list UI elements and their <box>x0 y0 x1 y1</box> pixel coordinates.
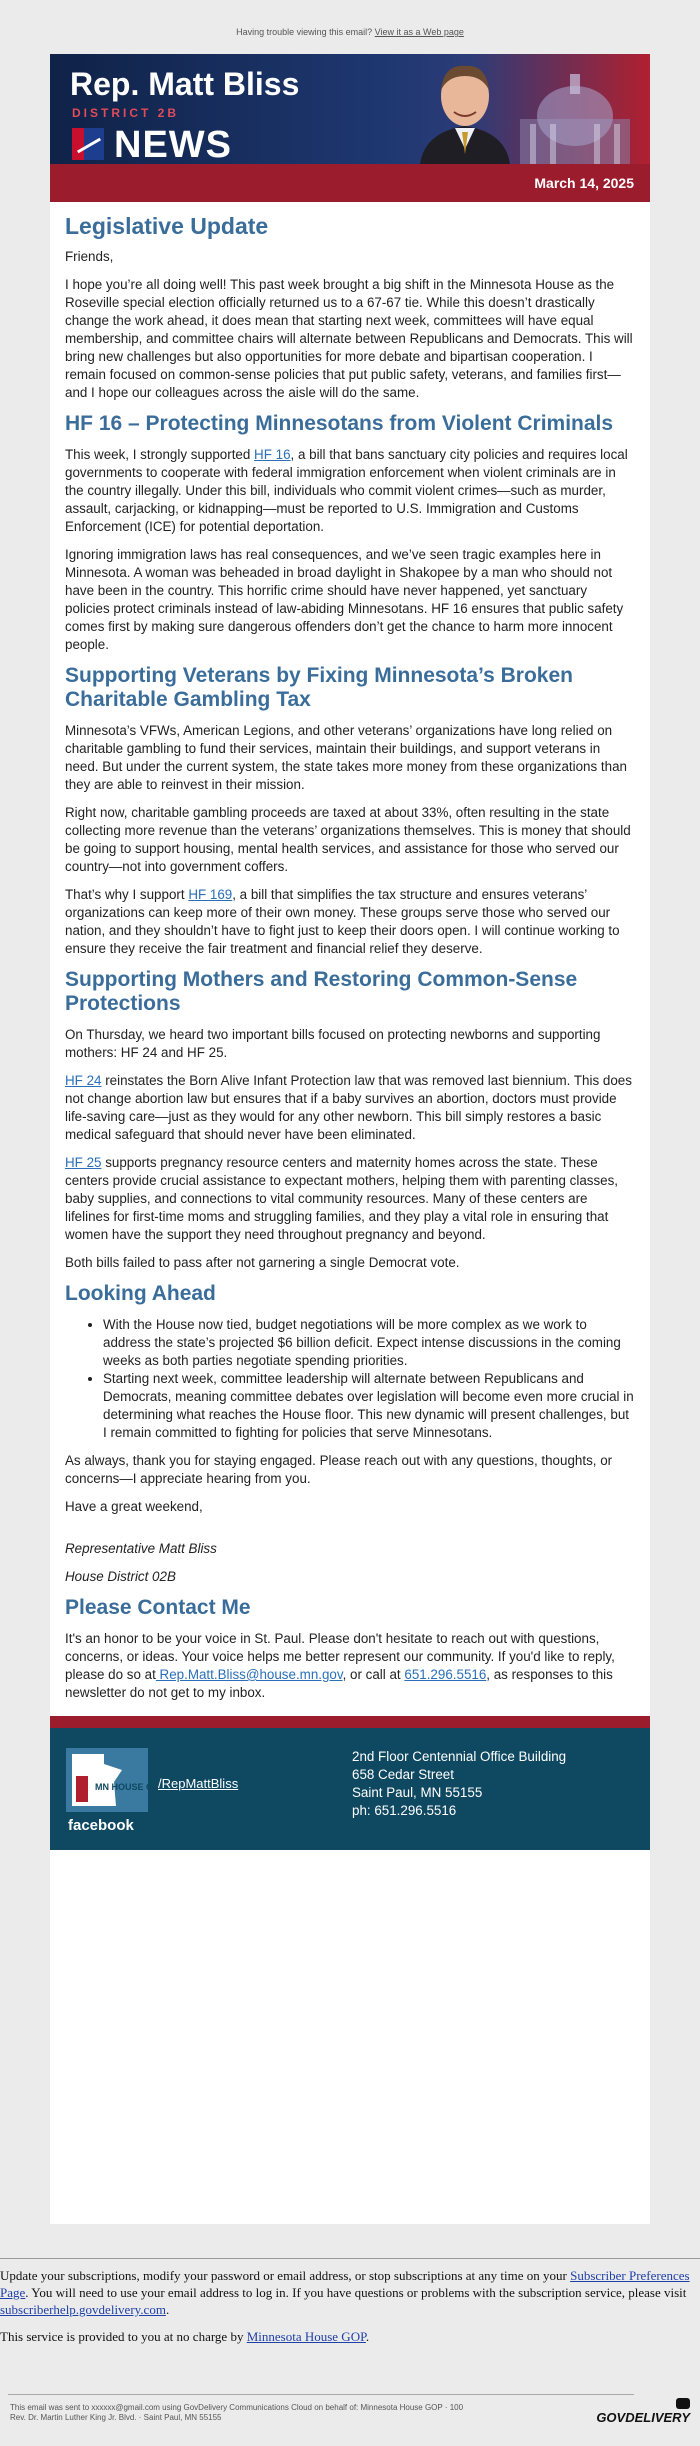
banner-district: DISTRICT 2B <box>72 106 180 120</box>
facebook-label: facebook <box>68 1817 134 1834</box>
email-body <box>50 54 650 2224</box>
text-run: supports pregnancy resource centers and maternity homes across the state. These centers provide crucial assistance to expectant mothers, helping them with parenting classes, baby supplies, and connections to vital community resources. Many of these centers are lifelines for first-time moms and struggling families, and they play a vital role in ensuring that women have the support they need throughout pregnancy and beyond. <box>65 1155 619 1242</box>
facebook-handle-link[interactable]: /RepMattBliss <box>158 1776 239 1791</box>
section-heading-contact: Please Contact Me <box>65 1596 251 1619</box>
subscriber-preferences-link[interactable]: Subscriber Preferences Page <box>0 2268 690 2300</box>
phone-link[interactable]: 651.296.5516 <box>404 1667 487 1682</box>
hf24-link[interactable]: HF 24 <box>65 1073 102 1088</box>
provider-link[interactable]: Minnesota House GOP <box>246 2329 366 2344</box>
subscription-notice <box>0 2258 700 2355</box>
mothers-paragraph-4: Both bills failed to pass after not garnering a single Democrat vote. <box>65 1255 460 1270</box>
header-banner <box>50 54 650 164</box>
signature-name: Representative Matt Bliss <box>65 1541 217 1556</box>
govdelivery-brand: GOVDELIVERY <box>596 2410 690 2425</box>
text-run: That’s why I support <box>65 887 189 902</box>
address-phone: ph: 651.296.5516 <box>352 1803 457 1818</box>
hf169-link[interactable]: HF 169 <box>188 887 233 902</box>
banner-name: Rep. Matt Bliss <box>70 66 300 102</box>
mothers-paragraph-3 <box>65 1154 635 1244</box>
fine-print-text <box>0 2395 700 2423</box>
veterans-paragraph-3 <box>65 886 635 958</box>
office-address <box>352 1748 566 1820</box>
subscriber-help-link[interactable]: subscriberhelp.govdelivery.com <box>0 2302 166 2317</box>
preheader-text: Having trouble viewing this email? <box>236 27 373 37</box>
mothers-paragraph-2 <box>65 1072 635 1144</box>
intro-paragraph: I hope you’re all doing well! This past week brought a big shift in the Minnesota House as the Roseville special election officially returned us to a 67-67 tie. While this doesn’t drastically change the work ahead, it does mean that starting next week, committees will have equal membership, and committee chairs will alternate between Republicans and Democrats. This will bring new challenges but also opportunities for more debate and bipartisan cooperation. I remain focused on common-sense policies that put public safety, veterans, and families first—and I hope our colleagues across the aisle will do the same. <box>65 277 633 400</box>
text-run: . <box>165 2302 170 2317</box>
contact-paragraph <box>65 1630 635 1702</box>
text-run: , or call at <box>342 1667 405 1682</box>
greeting: Friends, <box>65 249 114 264</box>
newsletter-content <box>50 202 650 1702</box>
divider <box>0 2258 700 2259</box>
speech-bubble-icon <box>676 2398 690 2409</box>
email-link[interactable]: Rep.Matt.Bliss@house.mn.gov <box>155 1667 343 1682</box>
signoff: Have a great weekend, <box>65 1499 203 1514</box>
list-item: • Starting next week, committee leadership will alternate between Republicans and Democrats, meaning committee debates over legislation will become even more crucial in determining what reaches the House floor. This new dynamic will present challenges, but I remain committed to fighting for policies that serve Minnesotans. <box>103 1370 635 1442</box>
text-run: . You will need to use your email address to log in. If you have questions or problems with the subscription service, please visit <box>25 2285 687 2300</box>
fine-print-line: This email was sent to xxxxxx@gmail.com using GovDelivery Communications Cloud on behalf of: Minnesota House GOP · 100 <box>10 2403 464 2412</box>
preheader <box>0 0 700 41</box>
section-heading-veterans: Supporting Veterans by Fixing Minnesota’s Broken Charitable Gambling Tax <box>65 664 573 711</box>
mothers-paragraph-1: On Thursday, we heard two important bills focused on protecting newborns and supporting mothers: HF 24 and HF 25. <box>65 1027 601 1060</box>
signature-district: House District 02B <box>65 1569 176 1584</box>
section-heading-mothers: Supporting Mothers and Restoring Common-Sense Protections <box>65 968 578 1015</box>
provider-paragraph <box>0 2328 700 2345</box>
text-run: This service is provided to you at no charge by <box>0 2329 247 2344</box>
representative-portrait <box>410 54 520 164</box>
text-run: Update your subscriptions, modify your password or email address, or stop subscriptions at any time on your <box>0 2268 571 2283</box>
closing-paragraph: As always, thank you for staying engaged. Please reach out with any questions, thoughts, or concerns—I appreciate hearing from you. <box>65 1453 613 1486</box>
fine-print <box>0 2394 700 2423</box>
veterans-paragraph-2: Right now, charitable gambling proceeds are taxed at about 33%, often resulting in the state collecting more revenue than the veterans’ organizations themselves. This is money that should be going to support housing, mental health services, and assistance for those who served our country—not into government coffers. <box>65 805 631 874</box>
address-line: 2nd Floor Centennial Office Building <box>352 1749 567 1764</box>
looking-ahead-list <box>65 1316 635 1442</box>
hf16-paragraph-2: Ignoring immigration laws has real consequences, and we’ve seen tragic examples here in Minnesota. A woman was beheaded in broad daylight in Shakopee by a man who should not have been in the country. This horrific crime should have never happened, yet sanctuary policies protect criminals instead of law-abiding Minnesotans. HF 16 ensures that public safety comes first by making sure dangerous offenders don’t get the chance to harm more innocent people. <box>65 547 624 652</box>
text-run: This week, I strongly supported <box>65 447 255 462</box>
veterans-paragraph-1: Minnesota’s VFWs, American Legions, and other veterans’ organizations have long relied on charitable gambling to fund their services, maintain their buildings, and support veterans in need. But under the current system, the state takes more money from these organizations than they are able to reinvest in their mission. <box>65 723 627 792</box>
text-run: , a bill that bans sanctuary city policies and requires local governments to cooperate with federal immigration enforcement when violent criminals are in the country illegally. Under this bill, individuals who commit violent crimes—such as murder, assault, carjacking, or kidnapping—must be reported to U.S. Immigration and Customs Enforcement (ICE) for potential deportation. <box>65 447 628 534</box>
hf16-link[interactable]: HF 16 <box>254 447 291 462</box>
text-run: , a bill that simplifies the tax structure and ensures veterans’ organizations can keep more of their own money. These groups serve those who served our nation, and they shouldn’t have to fight just to keep their doors open. I will continue working to ensure they receive the fair treatment and financial relief they deserve. <box>65 887 620 956</box>
address-line: Saint Paul, MN 55155 <box>352 1785 483 1800</box>
address-line: 658 Cedar Street <box>352 1767 454 1782</box>
banner-news: NEWS <box>114 124 232 166</box>
text-run: , as responses to this newsletter do not get to my inbox. <box>65 1667 613 1700</box>
hf25-link[interactable]: HF 25 <box>65 1155 102 1170</box>
logo-text: MN HOUSE GOP <box>95 1782 167 1792</box>
page-title: Legislative Update <box>65 213 269 239</box>
view-web-page-link[interactable]: View it as a Web page <box>374 27 464 37</box>
subscription-paragraph <box>0 2267 700 2318</box>
govdelivery-logo[interactable] <box>596 2410 690 2425</box>
text-run: It's an honor to be your voice in St. Paul. Please don't hesitate to reach out with questions, concerns, or ideas. Your voice helps me better represent our community. If you'd like to reply, please do so at <box>65 1631 615 1682</box>
email-footer <box>50 1728 650 1850</box>
footer-divider <box>50 1716 650 1728</box>
text-run: reinstates the Born Alive Infant Protection law that was removed last biennium. This does not change abortion law but ensures that if a baby survives an abortion, doctors must provide life-saving care—just as they would for any other newborn. This bill simply restores a basic medical safeguard that should never have been eliminated. <box>65 1073 632 1142</box>
list-item: • With the House now tied, budget negotiations will be more complex as we work to address the state’s projected $6 billion deficit. Expect intense discussions in the coming weeks as both parties negotiate spending priorities. <box>103 1316 635 1370</box>
hf16-paragraph-1 <box>65 446 635 536</box>
issue-date: March 14, 2025 <box>50 164 650 202</box>
section-heading-hf16: HF 16 – Protecting Minnesotans from Violent Criminals <box>65 412 614 435</box>
section-heading-looking-ahead: Looking Ahead <box>65 1282 216 1305</box>
mn-house-gop-facebook-logo[interactable] <box>64 1746 167 1836</box>
mn-flag-icon <box>72 128 104 160</box>
text-run: . <box>365 2329 370 2344</box>
fine-print-line: Rev. Dr. Martin Luther King Jr. Blvd. · Saint Paul, MN 55155 <box>10 2413 222 2422</box>
